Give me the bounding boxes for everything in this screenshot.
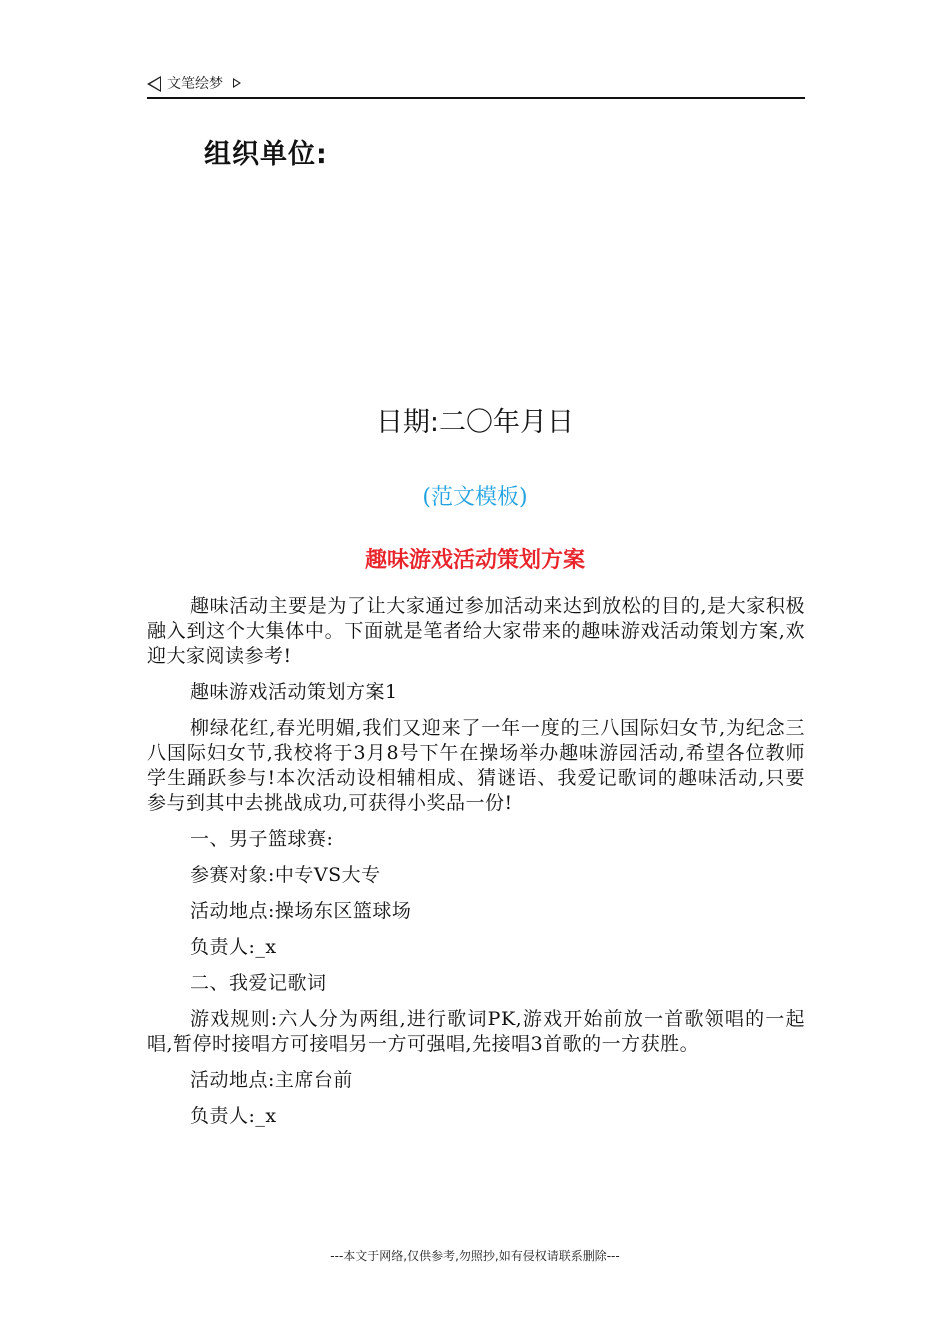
paragraph-section-lyrics: 二、我爱记歌词 (190, 972, 327, 994)
arrow-left-icon (147, 76, 161, 92)
paragraph-location-lyrics: 活动地点:主席台前 (190, 1069, 353, 1091)
paragraph-plan-heading: 趣味游戏活动策划方案1 (190, 681, 398, 703)
paragraph-section-basketball: 一、男子篮球赛: (190, 828, 334, 850)
template-note: (范文模板) (422, 485, 528, 510)
paragraph-intro: 趣味活动主要是为了让大家通过参加活动来达到放松的目的,是大家积极融入到这个大集体中。下面就是笔者给大家带来的趣味游戏活动策划方案,欢迎大家阅读参考! (147, 595, 805, 667)
paragraph-location-basketball: 活动地点:操场东区篮球场 (190, 900, 412, 922)
organization-label: 组织单位: (204, 139, 328, 170)
paragraph-game-rules: 游戏规则:六人分为两组,进行歌词PK,游戏开始前放一首歌领唱的一起唱,暂停时接唱方可接唱另一方可强唱,先接唱3首歌的一方获胜。 (147, 1008, 805, 1055)
page-header (147, 74, 805, 98)
paragraph-person-in-charge-1: 负责人:_x (190, 936, 277, 958)
date-label: 日期:二〇年月日 (375, 407, 575, 438)
header-brand: 文笔绘梦 (167, 76, 223, 92)
paragraph-participants: 参赛对象:中专VS大专 (190, 864, 381, 886)
header-divider (147, 97, 805, 99)
document-body (147, 594, 805, 1140)
arrow-right-icon (233, 78, 241, 88)
paragraph-plan-description: 柳绿花红,春光明媚,我们又迎来了一年一度的三八国际妇女节,为纪念三八国际妇女节,我校将于3月8号下午在操场举办趣味游园活动,希望各位教师学生踊跃参与!本次活动设相辅相成、猜谜语、我爱记歌词的趣味活动,只要参与到其中去挑战成功,可获得小奖品一份! (147, 717, 805, 814)
document-title: 趣味游戏活动策划方案 (364, 548, 585, 573)
page-footer: ---本文于网络,仅供参考,勿照抄,如有侵权请联系删除--- (330, 1249, 620, 1263)
paragraph-person-in-charge-2: 负责人:_x (190, 1105, 277, 1127)
